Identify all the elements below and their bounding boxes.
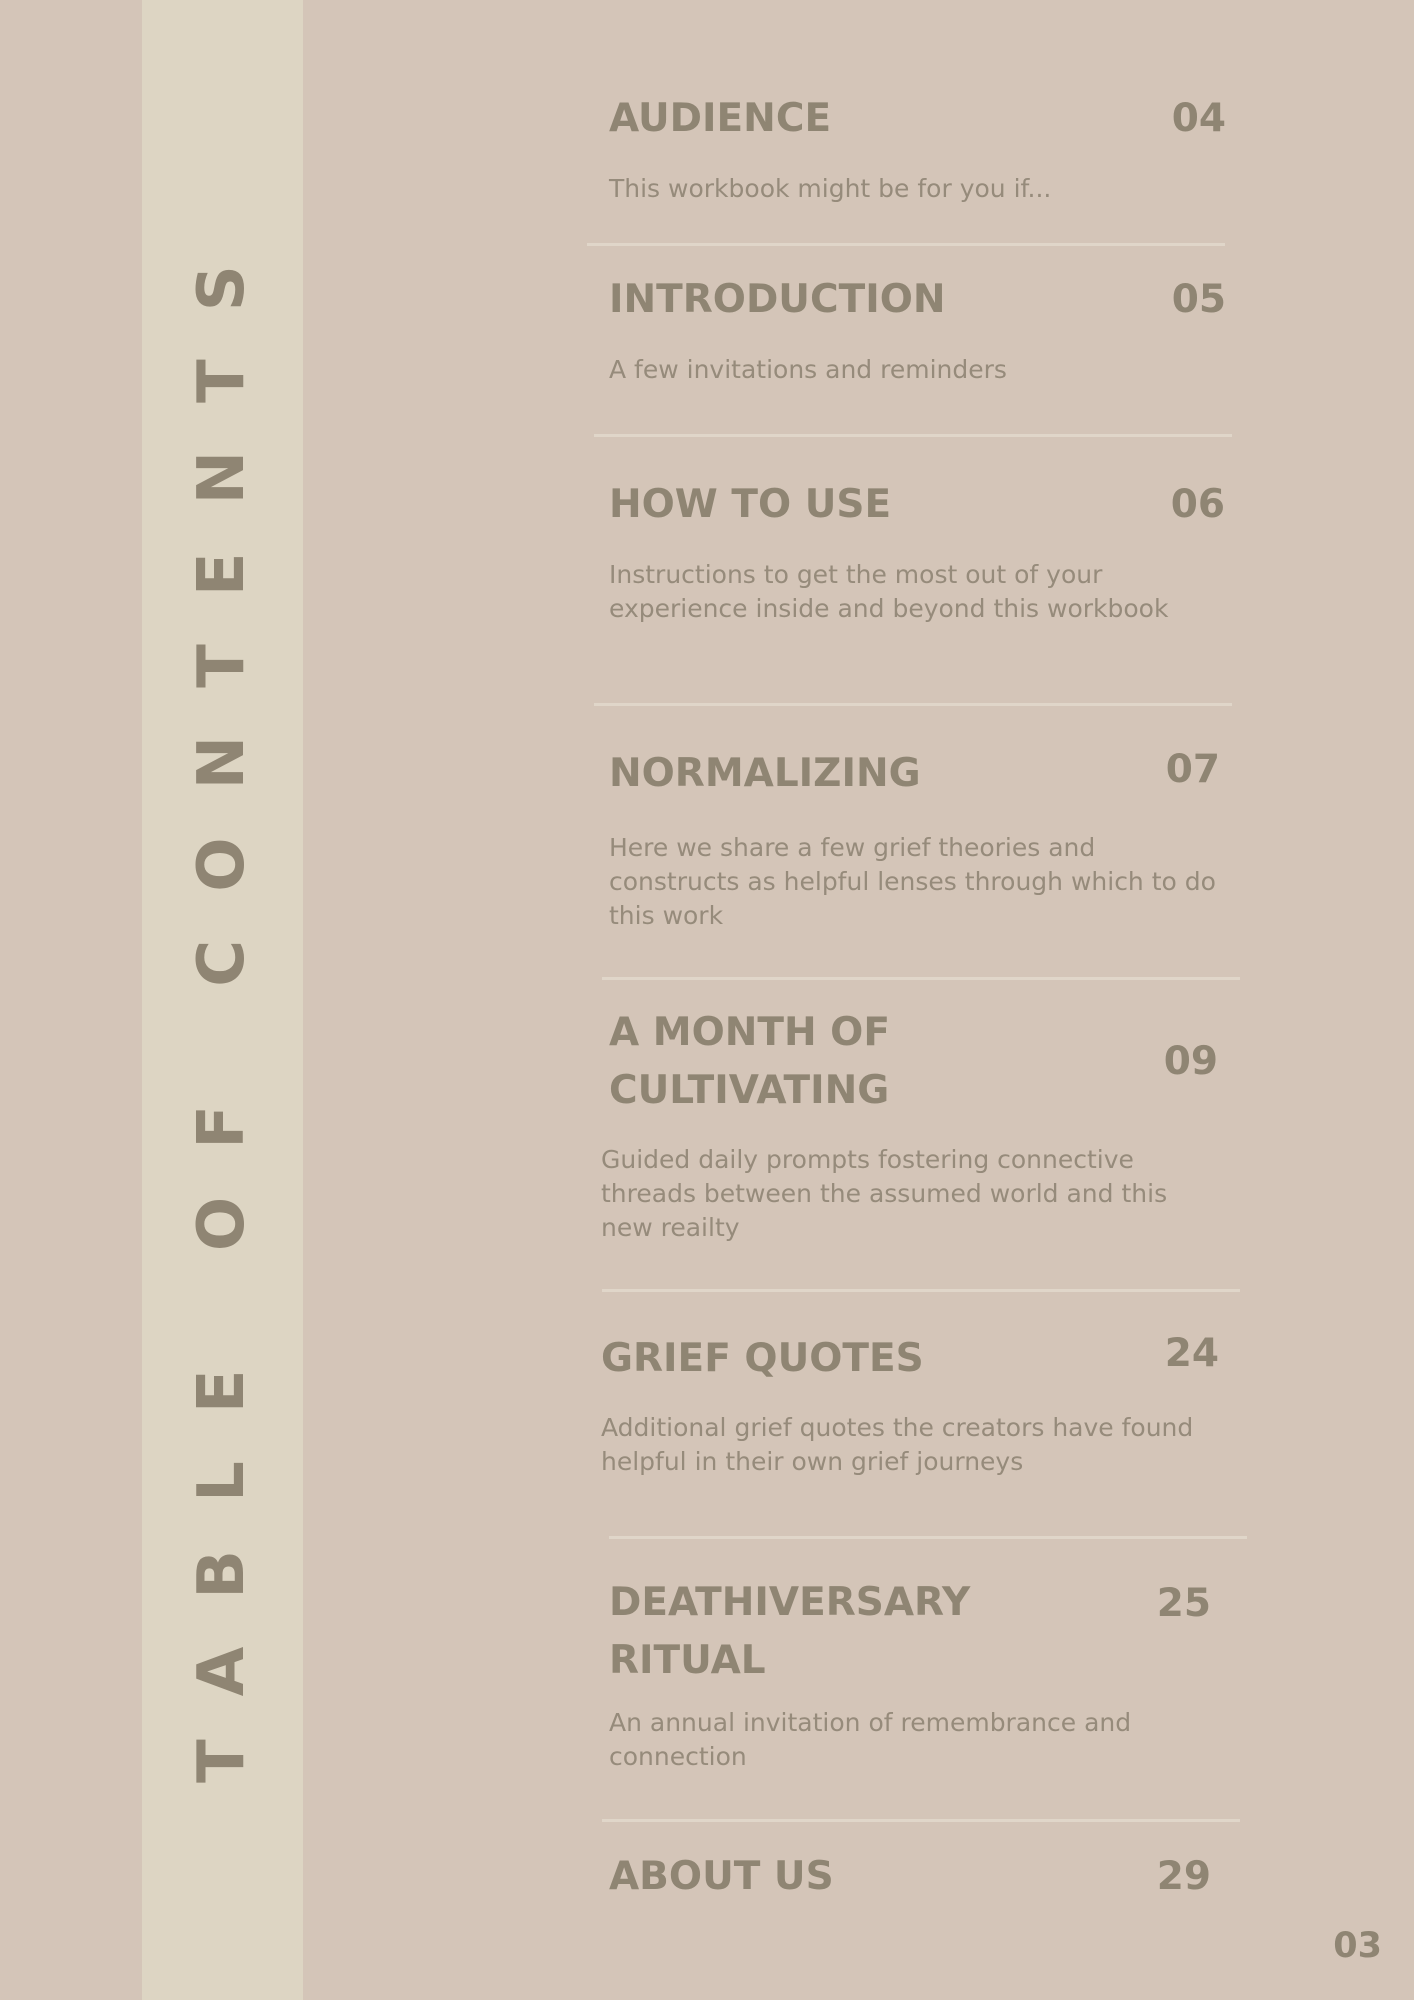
toc-entry-how-to-use-page: 06 (1170, 482, 1225, 527)
toc-divider (594, 434, 1232, 437)
toc-entry-about-us-page: 29 (1156, 1854, 1211, 1899)
toc-divider (602, 977, 1240, 980)
toc-entry-audience-description: This workbook might be for you if... (609, 174, 1052, 203)
toc-entry-about-us-title: ABOUT US (609, 1854, 834, 1899)
toc-entry-month-of-cultivating-page: 09 (1163, 1039, 1218, 1084)
toc-entry-grief-quotes-page: 24 (1164, 1331, 1219, 1376)
toc-entry-how-to-use-title: HOW TO USE (609, 482, 892, 527)
toc-entry-audience-title: AUDIENCE (609, 96, 832, 141)
toc-entry-normalizing-page: 07 (1165, 747, 1220, 792)
toc-entry-month-of-cultivating-title: A MONTH OF CULTIVATING (609, 1010, 890, 1113)
toc-divider (602, 1289, 1240, 1292)
toc-entry-deathiversary-ritual-page: 25 (1156, 1581, 1211, 1626)
toc-entry-grief-quotes-title: GRIEF QUOTES (601, 1336, 924, 1381)
sidebar-title: TABLE OF CONTENTS (185, 217, 259, 1783)
toc-entry-introduction-title: INTRODUCTION (609, 277, 946, 322)
toc-entry-audience-page: 04 (1171, 96, 1226, 141)
toc-entry-introduction-description: A few invitations and reminders (609, 355, 1007, 384)
toc-entry-deathiversary-ritual-title: DEATHIVERSARY RITUAL (609, 1580, 971, 1683)
toc-entry-normalizing-title: NORMALIZING (609, 751, 921, 796)
toc-divider (594, 703, 1232, 706)
toc-entry-introduction-page: 05 (1171, 277, 1226, 322)
toc-entry-grief-quotes-description: Additional grief quotes the creators have found helpful in their own grief journeys (601, 1413, 1194, 1476)
page-number: 03 (1333, 1926, 1382, 1966)
toc-divider (609, 1536, 1247, 1539)
toc-divider (587, 243, 1225, 246)
toc-entry-how-to-use-description: Instructions to get the most out of your experience inside and beyond this workbook (609, 560, 1169, 623)
toc-divider (602, 1819, 1240, 1822)
toc-entry-normalizing-description: Here we share a few grief theories and constructs as helpful lenses through which to do this work (609, 833, 1216, 930)
toc-entry-month-of-cultivating-description: Guided daily prompts fostering connective threads between the assumed world and this new reailty (601, 1145, 1168, 1242)
toc-entry-deathiversary-ritual-description: An annual invitation of remembrance and connection (609, 1708, 1132, 1771)
